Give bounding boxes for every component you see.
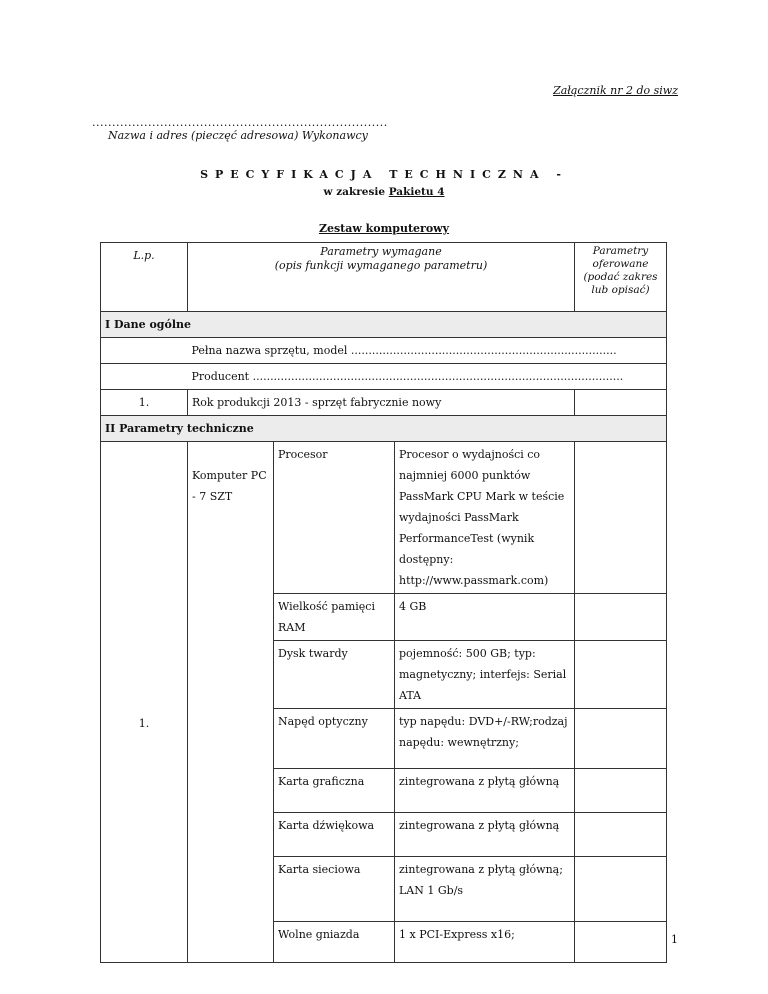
scope-package: Pakietu 4 [388, 186, 445, 198]
param-value: 4 GB [395, 594, 575, 641]
item-name: Komputer PC [192, 469, 267, 482]
offered-cell [575, 769, 667, 813]
contractor-label: Nazwa i adres (pieczęć adresowa) Wykonawcy [108, 129, 368, 142]
item-qty: - 7 SZT [192, 490, 233, 503]
scope-prefix: w zakresie [323, 186, 389, 198]
offered-cell [575, 390, 667, 416]
production-year: Rok produkcji 2013 - sprzęt fabrycznie nowy [188, 390, 575, 416]
table-row [101, 364, 667, 390]
scope-line [0, 186, 768, 198]
section-general-row [101, 312, 667, 338]
param-value: zintegrowana z płytą główną [395, 769, 575, 813]
param-value: pojemność: 500 GB; typ: magnetyczny; interfejs: Serial ATA [395, 641, 575, 709]
full-name-line: Pełna nazwa sprzętu, model ............................................................................ [188, 338, 667, 364]
row-number: 1. [101, 390, 188, 416]
offered-cell [575, 857, 667, 922]
item-name-cell [188, 442, 274, 963]
param-name: Karta sieciowa [274, 857, 395, 922]
param-value: typ napędu: DVD+/-RW;rodzaj napędu: wewnętrzny; [395, 709, 575, 769]
header-required-line1: Parametry wymagane [320, 245, 442, 258]
param-value: zintegrowana z płytą główną; LAN 1 Gb/s [395, 857, 575, 922]
param-name: Procesor [274, 442, 395, 594]
param-name: Karta dźwiękowa [274, 813, 395, 857]
param-name: Napęd optyczny [274, 709, 395, 769]
header-required-line2: (opis funkcji wymaganego parametru) [274, 259, 488, 272]
param-value: 1 x PCI-Express x16; [395, 922, 575, 963]
header-offered: Parametry oferowane (podać zakres lub opisać) [575, 243, 667, 312]
set-title: Zestaw komputerowy [318, 222, 450, 235]
offered-cell [575, 922, 667, 963]
table-row [101, 390, 667, 416]
header-lp: L.p. [101, 243, 188, 312]
offered-cell [575, 709, 667, 769]
param-row [101, 442, 667, 594]
spec-title: SPECYFIKACJA TECHNICZNA - [200, 168, 568, 181]
section-general-title: I Dane ogólne [101, 312, 667, 338]
section-technical-row [101, 416, 667, 442]
param-name: Dysk twardy [274, 641, 395, 709]
page-number: 1 [671, 933, 678, 946]
section-technical-title: II Parametry techniczne [101, 416, 667, 442]
header-required [188, 243, 575, 312]
param-name: Wielkość pamięci RAM [274, 594, 395, 641]
producer-line: Producent .......................................................................................................... [188, 364, 667, 390]
offered-cell [575, 641, 667, 709]
spec-table [100, 242, 667, 963]
item-number: 1. [101, 442, 188, 963]
header-row [101, 243, 667, 312]
table-row [101, 338, 667, 364]
param-value: Procesor o wydajności co najmniej 6000 punktów PassMark CPU Mark w teście wydajności PassMark PerformanceTest (wynik dostępny: http://www.passmark.com) [395, 442, 575, 594]
attachment-label: Załącznik nr 2 do siwz [553, 84, 678, 97]
offered-cell [575, 594, 667, 641]
param-name: Wolne gniazda [274, 922, 395, 963]
offered-cell [575, 442, 667, 594]
param-name: Karta graficzna [274, 769, 395, 813]
offered-cell [575, 813, 667, 857]
param-value: zintegrowana z płytą główną [395, 813, 575, 857]
contractor-dots: .......................................................................... [92, 116, 388, 129]
